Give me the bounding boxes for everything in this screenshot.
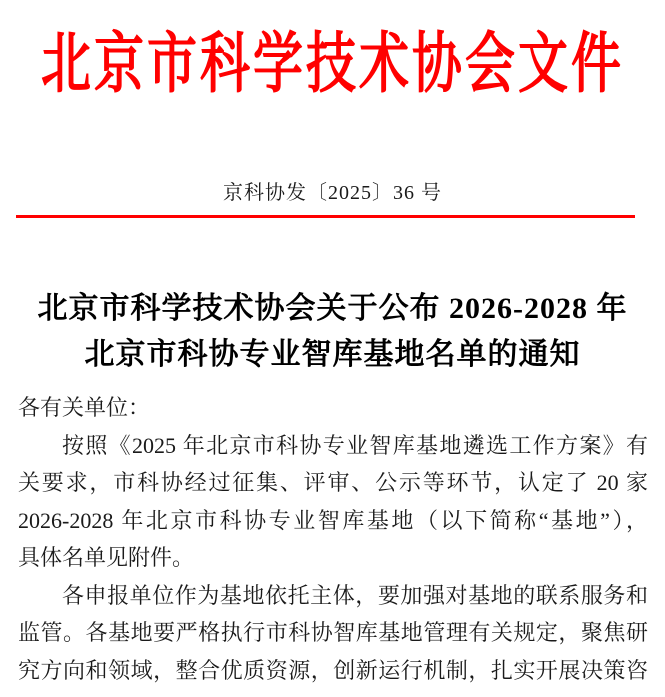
letterhead-title: 北京市科学技术协会文件 <box>41 25 624 100</box>
notice-title-line1: 北京市科学技术协会关于公布 2026-2028 年 <box>37 292 628 325</box>
body-line: 具体名单见附件。 <box>18 545 195 570</box>
notice-title <box>0 286 665 378</box>
body-line: 2026-2028 年北京市科协专业智库基地（以下简称“基地”）， <box>18 507 648 533</box>
body-line: 究方向和领域，整合优质资源，创新运行机制，扎实开展决策咨 <box>18 657 648 683</box>
document-number: 京科协发〔2025〕36 号 <box>223 182 442 204</box>
body-line: 关要求，市科协经过征集、评审、公示等环节，认定了 20 家 <box>18 470 648 495</box>
body-line: 按照《2025 年北京市科协专业智库基地遴选工作方案》有 <box>62 432 648 458</box>
body-line: 各申报单位作为基地依托主体，要加强对基地的联系服务和 <box>62 582 648 608</box>
salutation: 各有关单位： <box>18 395 151 420</box>
body-line: 监管。各基地要严格执行市科协智库基地管理有关规定，聚焦研 <box>18 620 648 645</box>
body-paragraph-lines <box>18 427 648 690</box>
notice-body <box>18 389 648 689</box>
letterhead-divider-line <box>16 215 635 218</box>
notice-title-line2: 北京市科协专业智库基地名单的通知 <box>84 338 581 371</box>
